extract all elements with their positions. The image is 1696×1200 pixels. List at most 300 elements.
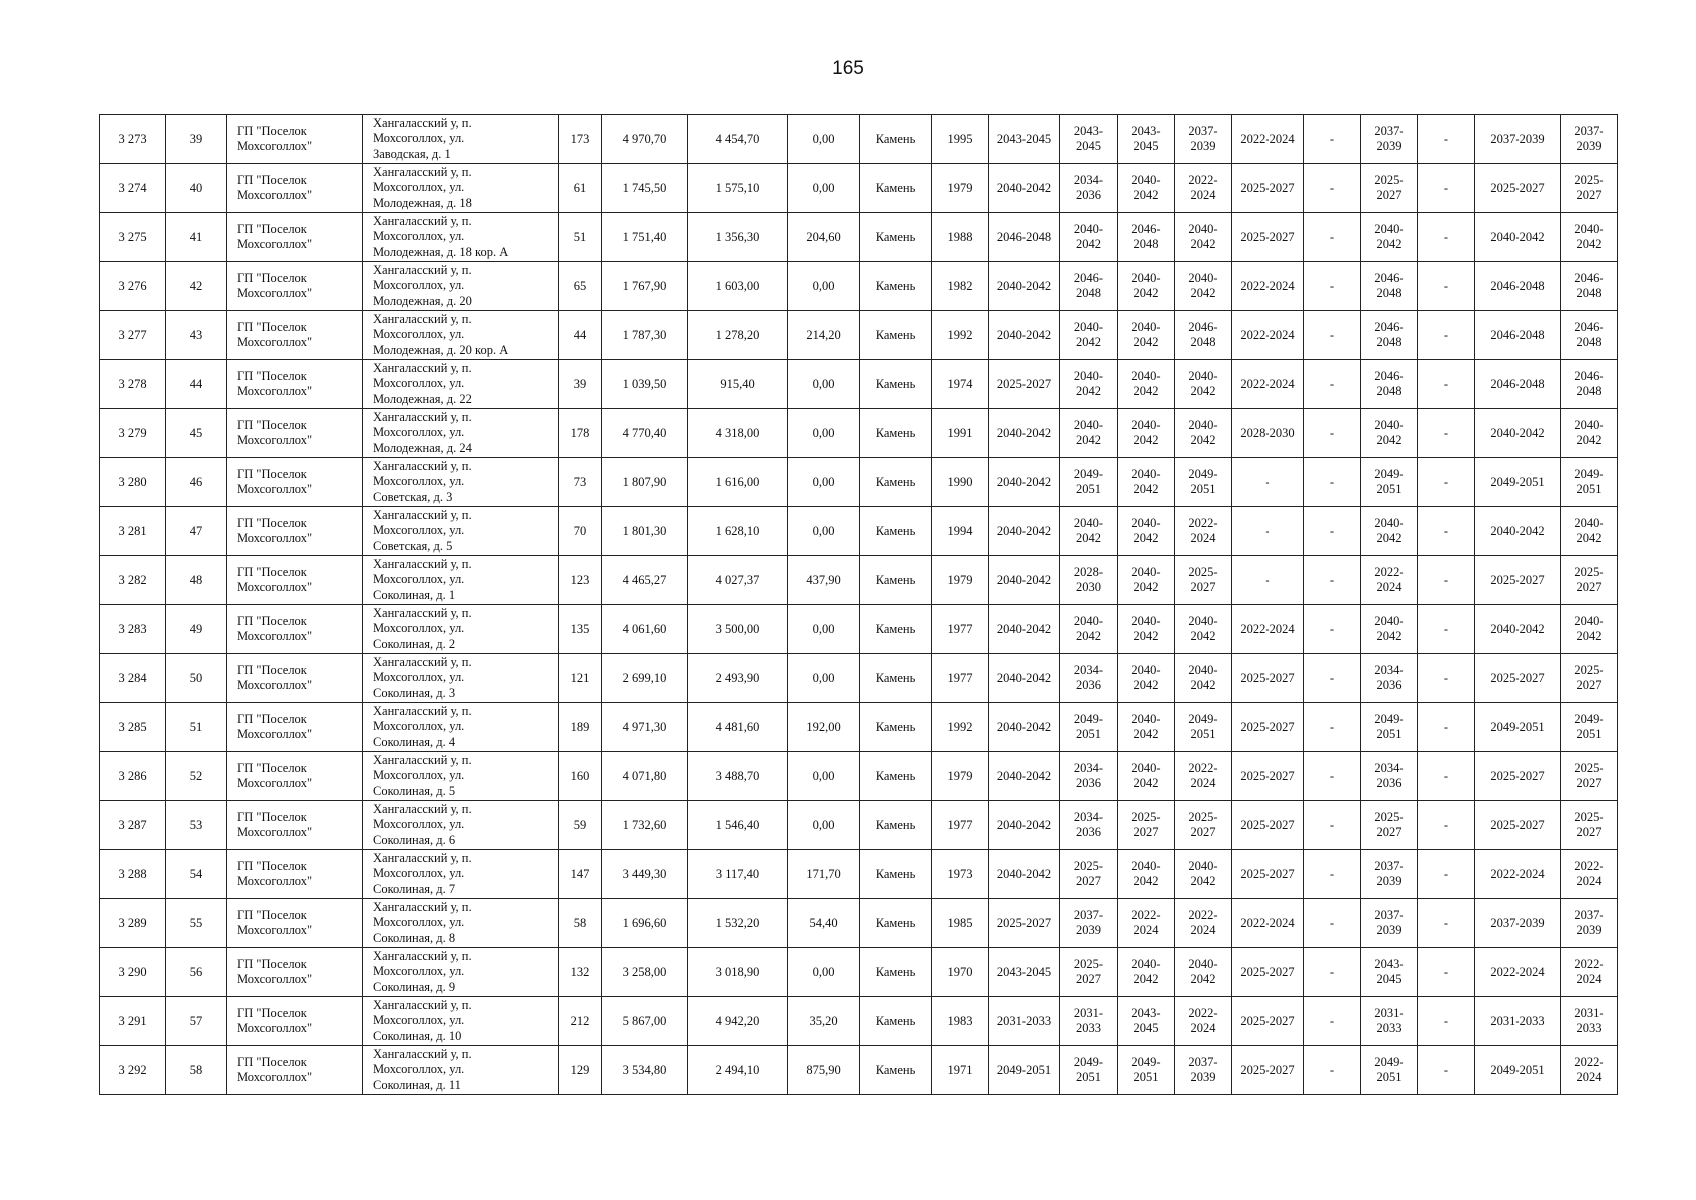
cell-w5: 2022-2024 (1232, 360, 1304, 409)
cell-w9: 2040-2042 (1475, 213, 1561, 262)
cell-reg-no: 3 286 (100, 752, 166, 801)
cell-item-no: 54 (166, 850, 227, 899)
cell-w3: 2040-2042 (1118, 458, 1175, 507)
cell-item-no: 39 (166, 115, 227, 164)
cell-year-built: 1970 (932, 948, 989, 997)
cell-w4: 2040-2042 (1175, 850, 1232, 899)
address-line: Соколиная, д. 11 (373, 1077, 461, 1092)
cell-w9: 2040-2042 (1475, 409, 1561, 458)
address-line: Молодежная, д. 18 кор. А (373, 244, 509, 259)
cell-w4: 2040-2042 (1175, 409, 1232, 458)
cell-w7: 2025-2027 (1361, 801, 1418, 850)
cell-w5: 2022-2024 (1232, 311, 1304, 360)
cell-item-no: 55 (166, 899, 227, 948)
cell-w2: 2040-2042 (1060, 360, 1118, 409)
cell-item-no: 45 (166, 409, 227, 458)
cell-w8: - (1418, 213, 1475, 262)
cell-w10: 2037-2039 (1561, 115, 1618, 164)
cell-w6: - (1304, 948, 1361, 997)
cell-address (363, 703, 559, 752)
cell-reg-no: 3 276 (100, 262, 166, 311)
cell-w8: - (1418, 115, 1475, 164)
cell-w5: 2025-2027 (1232, 997, 1304, 1046)
cell-w1: 2040-2042 (989, 164, 1060, 213)
cell-living-area: 1 628,10 (688, 507, 788, 556)
cell-year-built: 1985 (932, 899, 989, 948)
cell-w9: 2037-2039 (1475, 115, 1561, 164)
cell-total-area: 1 767,90 (602, 262, 688, 311)
cell-reg-no: 3 277 (100, 311, 166, 360)
cell-reg-no: 3 274 (100, 164, 166, 213)
cell-wall-material: Камень (860, 360, 932, 409)
cell-w4: 2049-2051 (1175, 703, 1232, 752)
cell-w8: - (1418, 311, 1475, 360)
cell-reg-no: 3 279 (100, 409, 166, 458)
cell-w4: 2025-2027 (1175, 801, 1232, 850)
cell-w2: 2040-2042 (1060, 213, 1118, 262)
cell-w1: 2040-2042 (989, 654, 1060, 703)
cell-item-no: 43 (166, 311, 227, 360)
cell-w2: 2031-2033 (1060, 997, 1118, 1046)
cell-living-area: 915,40 (688, 360, 788, 409)
cell-total-area: 4 971,30 (602, 703, 688, 752)
cell-owner: ГП "Поселок Мохсоголлох" (227, 752, 363, 801)
cell-nonliving-area: 0,00 (788, 409, 860, 458)
address-line: Хангаласский у, п. (373, 703, 472, 718)
cell-owner: ГП "Поселок Мохсоголлох" (227, 948, 363, 997)
cell-w10: 2025-2027 (1561, 556, 1618, 605)
address-line: Мохсоголлох, ул. (373, 278, 465, 293)
cell-w8: - (1418, 164, 1475, 213)
cell-item-no: 47 (166, 507, 227, 556)
cell-year-built: 1977 (932, 654, 989, 703)
cell-item-no: 40 (166, 164, 227, 213)
cell-w4: 2040-2042 (1175, 213, 1232, 262)
cell-w10: 2025-2027 (1561, 752, 1618, 801)
cell-total-area: 4 061,60 (602, 605, 688, 654)
cell-w6: - (1304, 507, 1361, 556)
cell-w10: 2031-2033 (1561, 997, 1618, 1046)
cell-year-built: 1971 (932, 1046, 989, 1095)
address-line: Молодежная, д. 18 (373, 195, 472, 210)
cell-w3: 2040-2042 (1118, 850, 1175, 899)
table-row (100, 409, 1618, 458)
cell-total-area: 4 770,40 (602, 409, 688, 458)
cell-nonliving-area: 171,70 (788, 850, 860, 899)
cell-w7: 2046-2048 (1361, 262, 1418, 311)
cell-nonliving-area: 0,00 (788, 458, 860, 507)
cell-owner: ГП "Поселок Мохсоголлох" (227, 458, 363, 507)
cell-w9: 2025-2027 (1475, 801, 1561, 850)
table-row (100, 654, 1618, 703)
cell-year-built: 1992 (932, 311, 989, 360)
cell-w2: 2040-2042 (1060, 311, 1118, 360)
cell-w7: 2022-2024 (1361, 556, 1418, 605)
cell-w3: 2040-2042 (1118, 948, 1175, 997)
cell-w3: 2040-2042 (1118, 556, 1175, 605)
address-line: Советская, д. 5 (373, 538, 453, 553)
cell-w8: - (1418, 948, 1475, 997)
cell-w5: - (1232, 507, 1304, 556)
cell-living-area: 1 616,00 (688, 458, 788, 507)
cell-w2: 2049-2051 (1060, 458, 1118, 507)
address-line: Молодежная, д. 22 (373, 391, 472, 406)
cell-owner: ГП "Поселок Мохсоголлох" (227, 311, 363, 360)
cell-address (363, 213, 559, 262)
cell-living-area: 1 575,10 (688, 164, 788, 213)
cell-total-area: 1 696,60 (602, 899, 688, 948)
cell-w2: 2028-2030 (1060, 556, 1118, 605)
address-line: Молодежная, д. 20 кор. А (373, 342, 509, 357)
cell-total-area: 1 751,40 (602, 213, 688, 262)
cell-w5: 2022-2024 (1232, 899, 1304, 948)
cell-w10: 2022-2024 (1561, 948, 1618, 997)
cell-nonliving-area: 0,00 (788, 948, 860, 997)
cell-residents: 44 (559, 311, 602, 360)
cell-w9: 2022-2024 (1475, 948, 1561, 997)
cell-w4: 2049-2051 (1175, 458, 1232, 507)
table-row (100, 213, 1618, 262)
cell-w3: 2043-2045 (1118, 997, 1175, 1046)
address-line: Соколиная, д. 9 (373, 979, 456, 994)
cell-living-area: 1 603,00 (688, 262, 788, 311)
cell-total-area: 3 258,00 (602, 948, 688, 997)
address-line: Мохсоголлох, ул. (373, 866, 465, 881)
table-row (100, 556, 1618, 605)
page-number: 165 (832, 58, 864, 79)
cell-year-built: 1983 (932, 997, 989, 1046)
cell-w5: 2025-2027 (1232, 801, 1304, 850)
cell-wall-material: Камень (860, 850, 932, 899)
cell-w1: 2025-2027 (989, 899, 1060, 948)
cell-owner: ГП "Поселок Мохсоголлох" (227, 213, 363, 262)
cell-w1: 2040-2042 (989, 801, 1060, 850)
address-line: Мохсоголлох, ул. (373, 474, 465, 489)
cell-owner: ГП "Поселок Мохсоголлох" (227, 654, 363, 703)
cell-address (363, 801, 559, 850)
cell-w1: 2025-2027 (989, 360, 1060, 409)
cell-owner: ГП "Поселок Мохсоголлох" (227, 850, 363, 899)
address-line: Мохсоголлох, ул. (373, 327, 465, 342)
cell-residents: 147 (559, 850, 602, 899)
address-line: Хангаласский у, п. (373, 752, 472, 767)
cell-w6: - (1304, 997, 1361, 1046)
address-line: Соколиная, д. 7 (373, 881, 456, 896)
cell-residents: 132 (559, 948, 602, 997)
cell-w1: 2040-2042 (989, 409, 1060, 458)
cell-reg-no: 3 290 (100, 948, 166, 997)
cell-w6: - (1304, 556, 1361, 605)
cell-w9: 2025-2027 (1475, 164, 1561, 213)
cell-w3: 2040-2042 (1118, 654, 1175, 703)
cell-w6: - (1304, 115, 1361, 164)
address-line: Хангаласский у, п. (373, 213, 472, 228)
cell-owner: ГП "Поселок Мохсоголлох" (227, 360, 363, 409)
cell-w9: 2025-2027 (1475, 556, 1561, 605)
cell-item-no: 56 (166, 948, 227, 997)
table-row (100, 899, 1618, 948)
cell-owner: ГП "Поселок Мохсоголлох" (227, 556, 363, 605)
cell-residents: 173 (559, 115, 602, 164)
cell-nonliving-area: 0,00 (788, 752, 860, 801)
cell-nonliving-area: 35,20 (788, 997, 860, 1046)
address-line: Молодежная, д. 24 (373, 440, 472, 455)
cell-nonliving-area: 0,00 (788, 507, 860, 556)
cell-w10: 2046-2048 (1561, 360, 1618, 409)
table-row (100, 311, 1618, 360)
cell-year-built: 1977 (932, 801, 989, 850)
cell-w8: - (1418, 752, 1475, 801)
cell-w9: 2049-2051 (1475, 1046, 1561, 1095)
cell-w6: - (1304, 409, 1361, 458)
table-row (100, 605, 1618, 654)
cell-living-area: 4 318,00 (688, 409, 788, 458)
cell-nonliving-area: 0,00 (788, 360, 860, 409)
cell-w3: 2049-2051 (1118, 1046, 1175, 1095)
table-row (100, 850, 1618, 899)
cell-item-no: 49 (166, 605, 227, 654)
address-line: Заводская, д. 1 (373, 146, 451, 161)
address-line: Соколиная, д. 5 (373, 783, 456, 798)
cell-address (363, 899, 559, 948)
cell-w3: 2040-2042 (1118, 311, 1175, 360)
cell-item-no: 57 (166, 997, 227, 1046)
address-line: Мохсоголлох, ул. (373, 915, 465, 930)
address-line: Мохсоголлох, ул. (373, 180, 465, 195)
address-line: Соколиная, д. 4 (373, 734, 456, 749)
cell-reg-no: 3 289 (100, 899, 166, 948)
cell-w3: 2040-2042 (1118, 507, 1175, 556)
cell-w8: - (1418, 262, 1475, 311)
cell-w2: 2025-2027 (1060, 948, 1118, 997)
cell-living-area: 4 454,70 (688, 115, 788, 164)
table-row (100, 164, 1618, 213)
cell-address (363, 997, 559, 1046)
cell-residents: 61 (559, 164, 602, 213)
cell-total-area: 1 787,30 (602, 311, 688, 360)
cell-w7: 2040-2042 (1361, 507, 1418, 556)
cell-residents: 58 (559, 899, 602, 948)
cell-year-built: 1988 (932, 213, 989, 262)
cell-w4: 2037-2039 (1175, 1046, 1232, 1095)
cell-residents: 123 (559, 556, 602, 605)
cell-w1: 2040-2042 (989, 262, 1060, 311)
cell-wall-material: Камень (860, 703, 932, 752)
address-line: Мохсоголлох, ул. (373, 768, 465, 783)
cell-w1: 2040-2042 (989, 752, 1060, 801)
cell-w10: 2025-2027 (1561, 164, 1618, 213)
housing-register-table (99, 114, 1618, 1095)
address-line: Мохсоголлох, ул. (373, 523, 465, 538)
address-line: Мохсоголлох, ул. (373, 572, 465, 587)
cell-item-no: 42 (166, 262, 227, 311)
cell-year-built: 1979 (932, 164, 989, 213)
cell-reg-no: 3 288 (100, 850, 166, 899)
cell-w8: - (1418, 703, 1475, 752)
cell-w7: 2037-2039 (1361, 899, 1418, 948)
table-row (100, 703, 1618, 752)
cell-total-area: 1 039,50 (602, 360, 688, 409)
address-line: Соколиная, д. 10 (373, 1028, 462, 1043)
cell-living-area: 3 117,40 (688, 850, 788, 899)
cell-w3: 2040-2042 (1118, 360, 1175, 409)
cell-w2: 2040-2042 (1060, 605, 1118, 654)
cell-address (363, 458, 559, 507)
cell-wall-material: Камень (860, 409, 932, 458)
address-line: Мохсоголлох, ул. (373, 376, 465, 391)
cell-wall-material: Камень (860, 654, 932, 703)
cell-item-no: 46 (166, 458, 227, 507)
cell-year-built: 1990 (932, 458, 989, 507)
cell-w3: 2040-2042 (1118, 605, 1175, 654)
cell-reg-no: 3 283 (100, 605, 166, 654)
cell-year-built: 1982 (932, 262, 989, 311)
table-row (100, 360, 1618, 409)
cell-owner: ГП "Поселок Мохсоголлох" (227, 899, 363, 948)
cell-w7: 2040-2042 (1361, 605, 1418, 654)
cell-w1: 2040-2042 (989, 458, 1060, 507)
cell-w6: - (1304, 654, 1361, 703)
cell-w6: - (1304, 1046, 1361, 1095)
cell-address (363, 262, 559, 311)
cell-w9: 2040-2042 (1475, 605, 1561, 654)
cell-total-area: 2 699,10 (602, 654, 688, 703)
address-line: Хангаласский у, п. (373, 360, 472, 375)
address-line: Мохсоголлох, ул. (373, 670, 465, 685)
address-line: Мохсоголлох, ул. (373, 964, 465, 979)
cell-w7: 2034-2036 (1361, 654, 1418, 703)
cell-nonliving-area: 204,60 (788, 213, 860, 262)
address-line: Хангаласский у, п. (373, 458, 472, 473)
cell-w9: 2031-2033 (1475, 997, 1561, 1046)
cell-w8: - (1418, 801, 1475, 850)
cell-w7: 2046-2048 (1361, 311, 1418, 360)
table-row (100, 115, 1618, 164)
cell-residents: 135 (559, 605, 602, 654)
cell-w4: 2046-2048 (1175, 311, 1232, 360)
cell-w10: 2025-2027 (1561, 654, 1618, 703)
cell-w1: 2043-2045 (989, 948, 1060, 997)
cell-residents: 212 (559, 997, 602, 1046)
address-line: Мохсоголлох, ул. (373, 229, 465, 244)
cell-w8: - (1418, 1046, 1475, 1095)
cell-wall-material: Камень (860, 948, 932, 997)
cell-w5: 2025-2027 (1232, 703, 1304, 752)
address-line: Соколиная, д. 3 (373, 685, 456, 700)
cell-w5: 2022-2024 (1232, 115, 1304, 164)
cell-w2: 2046-2048 (1060, 262, 1118, 311)
cell-reg-no: 3 280 (100, 458, 166, 507)
cell-w5: 2025-2027 (1232, 752, 1304, 801)
cell-w9: 2046-2048 (1475, 360, 1561, 409)
cell-item-no: 41 (166, 213, 227, 262)
address-line: Мохсоголлох, ул. (373, 719, 465, 734)
cell-owner: ГП "Поселок Мохсоголлох" (227, 801, 363, 850)
cell-w7: 2037-2039 (1361, 850, 1418, 899)
address-line: Соколиная, д. 1 (373, 587, 456, 602)
cell-w4: 2040-2042 (1175, 605, 1232, 654)
cell-address (363, 311, 559, 360)
cell-nonliving-area: 0,00 (788, 115, 860, 164)
cell-owner: ГП "Поселок Мохсоголлох" (227, 409, 363, 458)
cell-total-area: 5 867,00 (602, 997, 688, 1046)
cell-wall-material: Камень (860, 507, 932, 556)
cell-residents: 65 (559, 262, 602, 311)
cell-living-area: 4 027,37 (688, 556, 788, 605)
cell-reg-no: 3 273 (100, 115, 166, 164)
cell-address (363, 409, 559, 458)
cell-wall-material: Камень (860, 801, 932, 850)
cell-item-no: 53 (166, 801, 227, 850)
address-line: Мохсоголлох, ул. (373, 621, 465, 636)
cell-living-area: 1 546,40 (688, 801, 788, 850)
table-row (100, 997, 1618, 1046)
cell-w4: 2022-2024 (1175, 752, 1232, 801)
cell-w6: - (1304, 752, 1361, 801)
address-line: Хангаласский у, п. (373, 801, 472, 816)
cell-w3: 2040-2042 (1118, 752, 1175, 801)
cell-w2: 2025-2027 (1060, 850, 1118, 899)
cell-w2: 2034-2036 (1060, 654, 1118, 703)
cell-w7: 2049-2051 (1361, 458, 1418, 507)
cell-w4: 2022-2024 (1175, 899, 1232, 948)
cell-w9: 2049-2051 (1475, 458, 1561, 507)
address-line: Соколиная, д. 8 (373, 930, 456, 945)
address-line: Хангаласский у, п. (373, 948, 472, 963)
cell-wall-material: Камень (860, 311, 932, 360)
cell-item-no: 44 (166, 360, 227, 409)
cell-nonliving-area: 54,40 (788, 899, 860, 948)
cell-w5: 2025-2027 (1232, 948, 1304, 997)
cell-w3: 2022-2024 (1118, 899, 1175, 948)
address-line: Мохсоголлох, ул. (373, 131, 465, 146)
cell-w10: 2040-2042 (1561, 213, 1618, 262)
cell-w1: 2040-2042 (989, 850, 1060, 899)
table-row (100, 948, 1618, 997)
cell-w6: - (1304, 850, 1361, 899)
cell-w10: 2022-2024 (1561, 850, 1618, 899)
cell-owner: ГП "Поселок Мохсоголлох" (227, 164, 363, 213)
cell-w3: 2025-2027 (1118, 801, 1175, 850)
cell-w6: - (1304, 801, 1361, 850)
cell-w5: 2028-2030 (1232, 409, 1304, 458)
cell-residents: 129 (559, 1046, 602, 1095)
cell-w3: 2043-2045 (1118, 115, 1175, 164)
cell-w9: 2025-2027 (1475, 752, 1561, 801)
address-line: Хангаласский у, п. (373, 850, 472, 865)
cell-w3: 2046-2048 (1118, 213, 1175, 262)
cell-address (363, 360, 559, 409)
cell-year-built: 1973 (932, 850, 989, 899)
cell-total-area: 1 807,90 (602, 458, 688, 507)
cell-w10: 2046-2048 (1561, 311, 1618, 360)
cell-owner: ГП "Поселок Мохсоголлох" (227, 507, 363, 556)
cell-w5: 2022-2024 (1232, 262, 1304, 311)
cell-w4: 2025-2027 (1175, 556, 1232, 605)
cell-w4: 2040-2042 (1175, 262, 1232, 311)
cell-w10: 2040-2042 (1561, 605, 1618, 654)
cell-w9: 2022-2024 (1475, 850, 1561, 899)
table-row (100, 507, 1618, 556)
cell-living-area: 2 493,90 (688, 654, 788, 703)
cell-w2: 2034-2036 (1060, 164, 1118, 213)
address-line: Советская, д. 3 (373, 489, 453, 504)
cell-w2: 2034-2036 (1060, 801, 1118, 850)
cell-owner: ГП "Поселок Мохсоголлох" (227, 605, 363, 654)
cell-w1: 2040-2042 (989, 311, 1060, 360)
cell-wall-material: Камень (860, 1046, 932, 1095)
table-body (100, 115, 1618, 1095)
